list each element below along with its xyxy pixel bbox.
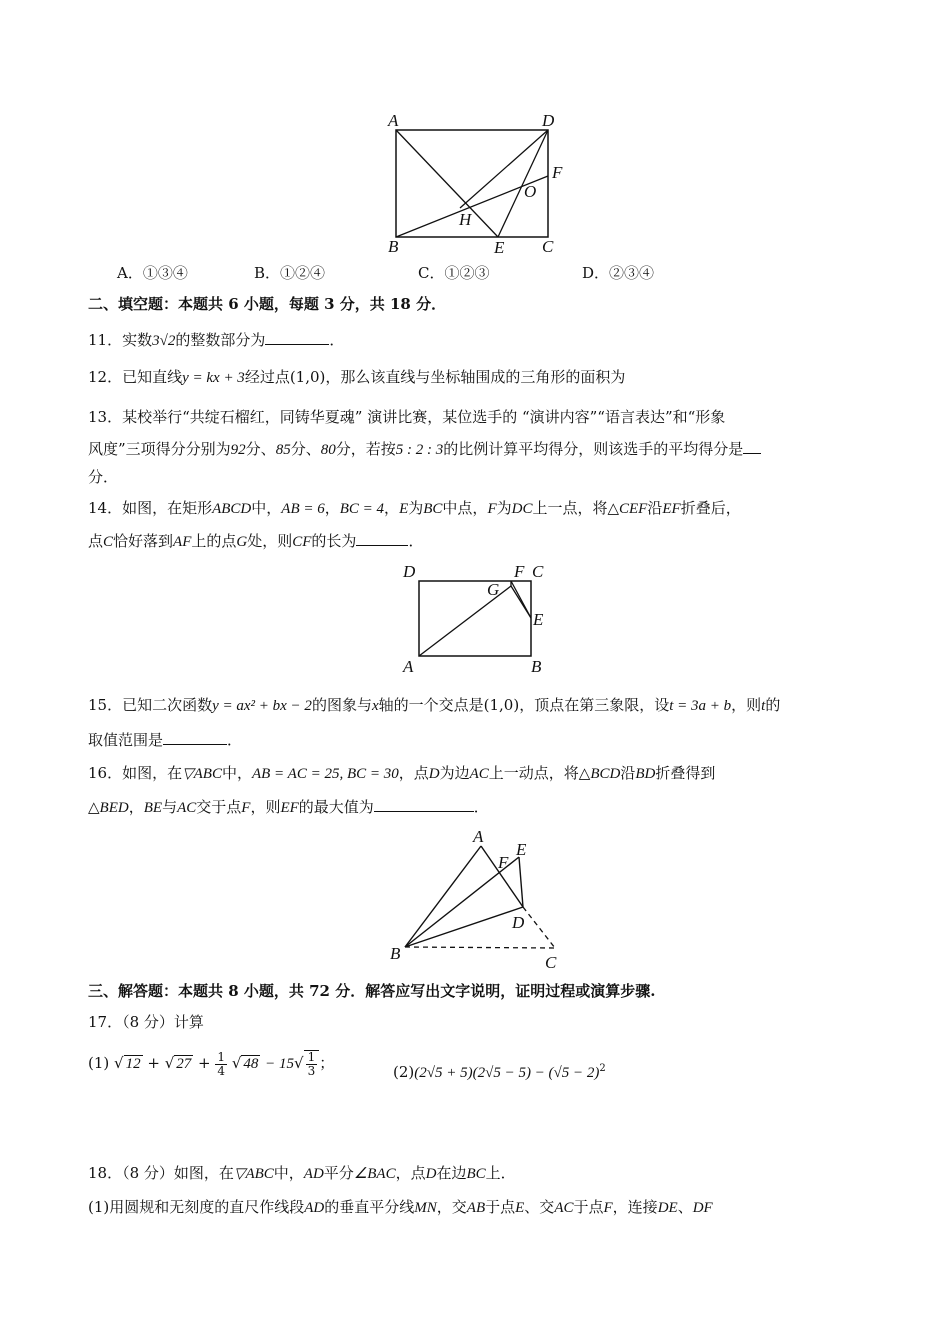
question-16-line-1: 16．如图，在▽ABC中，AB = AC = 25, BC = 30，点D为边AC上一动点，将△BCD沿BD折叠得到 <box>88 764 716 782</box>
question-12: 12．已知直线y = kx + 3经过点(1,0)，那么该直线与坐标轴围成的三角形的面积为 <box>88 368 626 386</box>
question-18-line-1: 18．（8 分）如图，在▽ABC中，AD平分∠BAC，点D在边BC上． <box>88 1164 516 1182</box>
label-F: F <box>514 562 525 581</box>
question-17-part-2: $(2)(2√5 + 5)(2√5 - 5) - (√5 - 2)^2$ <box>393 1063 606 1081</box>
label-D: D <box>403 562 416 581</box>
figure-fold-rectangle <box>395 558 565 678</box>
label-A: A <box>403 657 414 676</box>
question-14-line-1: 14．如图，在矩形ABCD中，AB = 6，BC = 4，E为BC中点，F为DC上一点，将△CEF沿EF折叠后， <box>88 499 741 517</box>
label-C: C <box>532 562 544 581</box>
question-13-line-3: 分． <box>88 468 119 486</box>
question-15-line-2: 取值范围是 ． <box>88 728 862 751</box>
label-C: C <box>545 953 557 972</box>
label-A: A <box>388 111 399 130</box>
section-2-title: 二、填空题：本题共 6 小题，每题 3 分，共 18 分． <box>88 295 447 313</box>
question-17-part-1: (1) √ 12 + √ 27 + $\frac{1}{4}$ √ 48 − 15√ $\frac{1}{3}$ ； <box>88 1049 335 1078</box>
option-c: C．①②③ <box>418 264 490 282</box>
label-C: C <box>542 237 554 256</box>
label-H: H <box>459 210 472 229</box>
label-O: O <box>524 182 537 201</box>
figure-fold-triangle <box>385 822 575 974</box>
label-B: B <box>390 944 401 963</box>
question-14-line-2: 点C恰好落到AF上的点G处，则CF的长为 ． <box>88 529 862 553</box>
question-17-title: 17．（8 分）计算 <box>88 1013 204 1031</box>
label-E: E <box>494 238 505 257</box>
question-16-line-2: △BED，BE与AC交于点F，则EF的最大值为 ． <box>88 795 862 819</box>
question-15-line-1: 15．已知二次函数y = ax² + bx − 2的图象与x轴的一个交点是(1,0)，顶点在第三象限，设t = 3a + b，则t的 <box>88 696 781 714</box>
label-A: A <box>473 827 484 846</box>
question-11: 11．实数3√2的整数部分为 ． <box>88 328 862 352</box>
label-B: B <box>388 237 399 256</box>
label-B: B <box>531 657 542 676</box>
label-E: E <box>516 840 527 859</box>
option-b: B．①②④ <box>254 264 326 282</box>
figure-rectangle-abcd <box>380 108 580 258</box>
label-E: E <box>533 610 544 629</box>
question-13-line-1: 13．某校举行“共绽石榴红，同铸华夏魂” 演讲比赛，某位选手的 “演讲内容”“语言表达”和“形象 <box>88 408 726 426</box>
option-d: D．②③④ <box>582 264 655 282</box>
label-G: G <box>487 580 500 599</box>
label-D: D <box>542 111 555 130</box>
section-3-title: 三、解答题：本题共 8 小题，共 72 分．解答应写出文字说明，证明过程或演算步骤. <box>88 982 656 1000</box>
label-F: F <box>552 163 563 182</box>
option-a: A．①③④ <box>117 264 188 282</box>
label-D: D <box>512 913 525 932</box>
question-18-line-2: (1)用圆规和无刻度的直尺作线段AD的垂直平分线MN，交AB于点E、交AC于点F，连接DE、DF <box>88 1198 713 1216</box>
label-F: F <box>498 853 509 872</box>
question-13-line-2: 风度”三项得分分别为92分、85分、80分，若按5 : 2 : 3的比例计算平均得分，则该选手的平均得分是 <box>88 437 862 461</box>
